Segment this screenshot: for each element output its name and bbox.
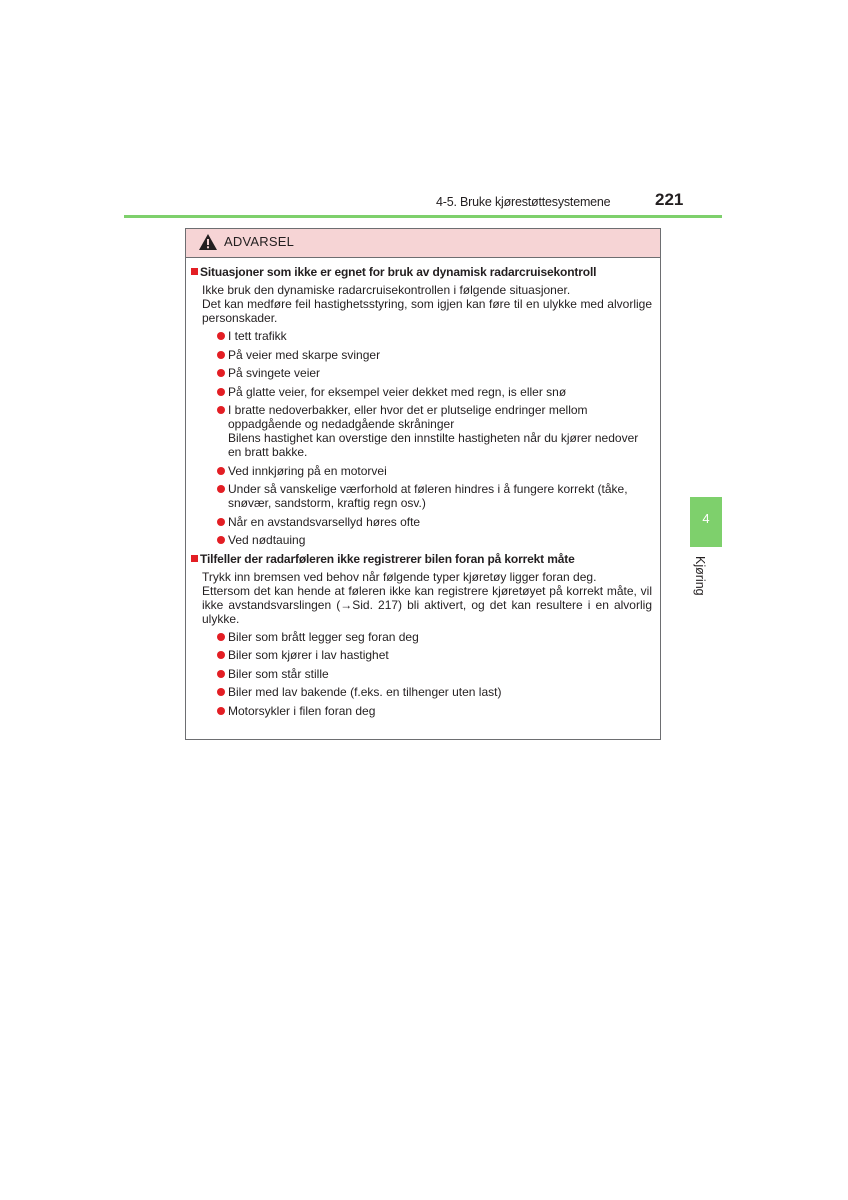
red-dot-bullet-icon	[217, 518, 225, 526]
bullet-list	[200, 630, 660, 718]
list-item-text: Når en avstandsvarsellyd høres ofte	[228, 514, 421, 529]
list-item	[200, 403, 660, 459]
list-item-text: Biler som står stille	[228, 666, 329, 681]
red-dot-bullet-icon	[217, 406, 225, 414]
red-dot-bullet-icon	[217, 467, 225, 475]
list-item	[200, 329, 660, 343]
red-dot-bullet-icon	[217, 485, 225, 493]
list-item	[200, 630, 660, 644]
red-dot-bullet-icon	[217, 688, 225, 696]
page-number: 221	[655, 190, 684, 209]
red-dot-bullet-icon	[217, 651, 225, 659]
list-item-text: Biler med lav bakende (f.eks. en tilhenger uten last)	[228, 685, 502, 699]
list-item	[200, 348, 660, 362]
list-item-text: På veier med skarpe svinger	[228, 347, 381, 362]
list-item-text: I tett trafikk	[228, 329, 287, 343]
red-dot-bullet-icon	[217, 332, 225, 340]
list-item-text: På glatte veier, for eksempel veier dekket med regn, is eller snø	[228, 384, 567, 399]
warning-header	[186, 229, 660, 258]
warning-section	[186, 265, 660, 547]
section-text	[200, 570, 660, 626]
warning-box	[185, 228, 661, 740]
list-item-text: Ved nødtauing	[228, 533, 306, 547]
list-item	[200, 667, 660, 681]
bullet-list	[200, 329, 660, 547]
list-item-text: Biler som brått legger seg foran deg	[228, 629, 419, 644]
paragraph: Ikke bruk den dynamiske radarcruisekontrollen i følgende situasjoner.	[202, 283, 571, 297]
list-item	[200, 515, 660, 529]
red-square-bullet-icon	[191, 555, 198, 562]
paragraph: Trykk inn bremsen ved behov når følgende typer kjøretøy ligger foran deg.	[202, 569, 597, 584]
section-heading: Tilfeller der radarføleren ikke registrerer bilen foran på korrekt måte	[200, 551, 575, 566]
warning-triangle-icon	[198, 233, 218, 251]
red-dot-bullet-icon	[217, 369, 225, 377]
red-dot-bullet-icon	[217, 633, 225, 641]
red-dot-bullet-icon	[217, 670, 225, 678]
list-item	[200, 464, 660, 478]
list-item-text: I bratte nedoverbakker, eller hvor det er plutselige endringer mellom oppadgående og nedadgående skråninger	[228, 403, 588, 431]
list-item	[200, 648, 660, 662]
list-item-text: På svingete veier	[228, 366, 321, 380]
list-item	[200, 482, 660, 510]
section-text	[200, 283, 660, 325]
red-dot-bullet-icon	[217, 351, 225, 359]
list-item-text: Biler som kjører i lav hastighet	[228, 648, 389, 662]
list-item	[200, 685, 660, 699]
warning-title: ADVARSEL	[224, 234, 294, 249]
list-item-text: Ved innkjøring på en motorvei	[228, 463, 387, 478]
section-title: 4-5. Bruke kjørestøttesystemene	[436, 195, 611, 209]
list-item	[200, 366, 660, 380]
chapter-number: 4	[702, 511, 710, 526]
list-item-text: Under så vanskelige værforhold at føleren hindres i å fungere korrekt (tåke, snøvær, sandstorm, kraftig regn osv.)	[228, 482, 628, 510]
header-divider	[124, 215, 722, 218]
red-dot-bullet-icon	[217, 536, 225, 544]
paragraph: Det kan medføre feil hastighetsstyring, som igjen kan føre til en ulykke med alvorlige personskader.	[202, 297, 652, 325]
list-item-note: Bilens hastighet kan overstige den innstilte hastigheten når du kjører nedover en bratt bakke.	[228, 431, 639, 459]
red-square-bullet-icon	[191, 268, 198, 275]
red-dot-bullet-icon	[217, 388, 225, 396]
warning-body	[186, 265, 660, 722]
list-item	[200, 385, 660, 399]
chapter-label: Kjøring	[693, 556, 707, 596]
paragraph: Ettersom det kan hende at føleren ikke kan registrere kjøretøyet på korrekt måte, vil ikke avstandsvarslingen (→Sid. 217) bli aktivert, og det kan resultere i en alvorlig ulykke.	[202, 583, 652, 626]
section-heading: Situasjoner som ikke er egnet for bruk av dynamisk radarcruisekontroll	[200, 265, 597, 279]
list-item	[200, 533, 660, 547]
list-item-text: Motorsykler i filen foran deg	[228, 703, 376, 718]
red-dot-bullet-icon	[217, 707, 225, 715]
chapter-tab	[690, 497, 722, 547]
warning-section	[186, 552, 660, 718]
list-item	[200, 704, 660, 718]
